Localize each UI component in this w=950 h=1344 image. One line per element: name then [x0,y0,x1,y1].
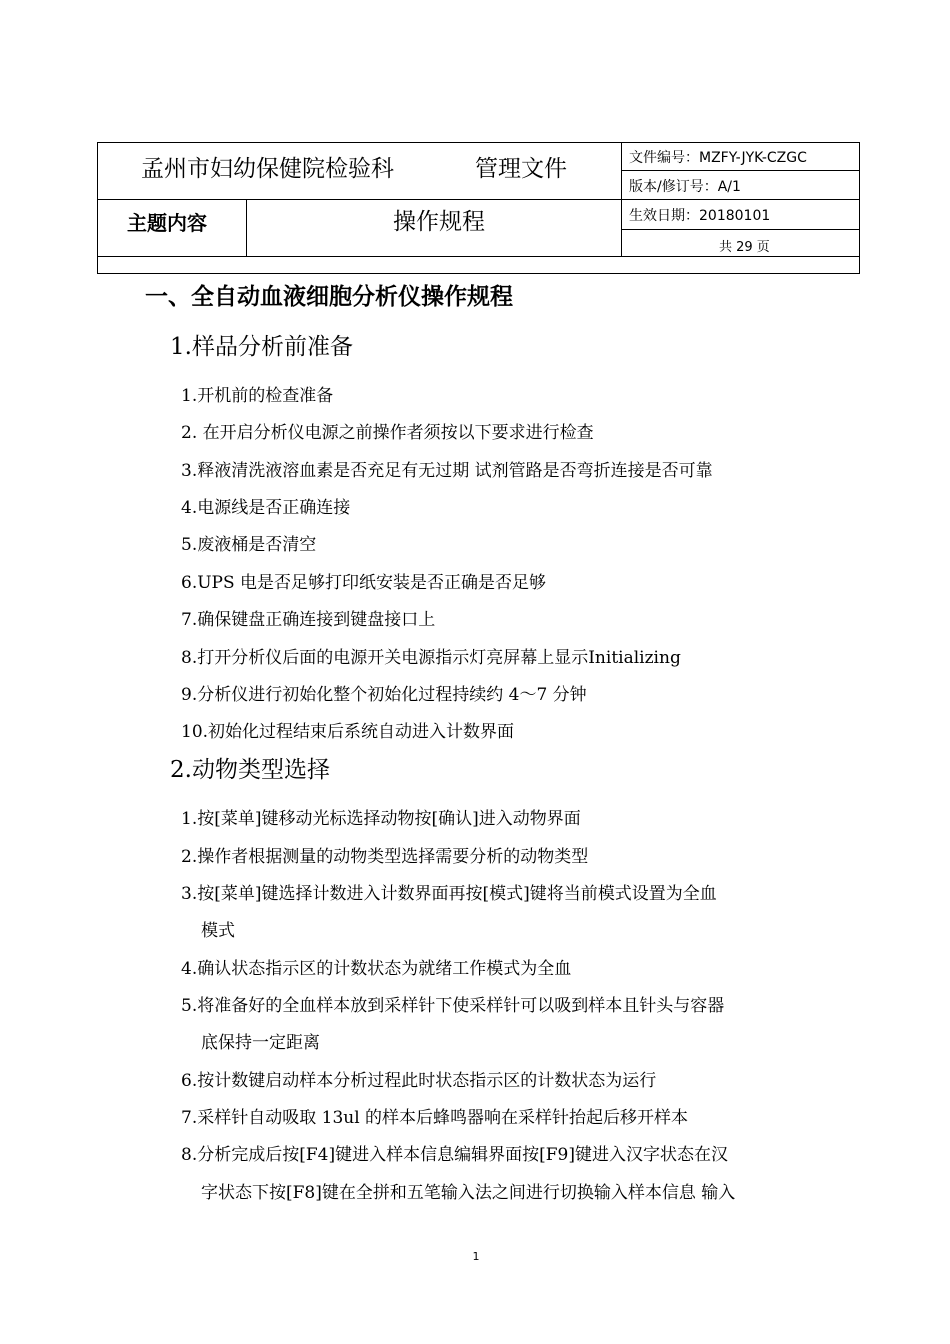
total-pages: 共 29 页 [719,240,770,255]
page-number: 1 [472,1250,480,1263]
doc-type: 管理文件 [475,156,567,182]
list-item: 5.将准备好的全血样本放到采样针下使采样针可以吸到样本且针头与容器 [181,996,725,1016]
list-item: 3.释液清洗液溶血素是否充足有无过期 试剂管路是否弯折连接是否可靠 [181,461,713,481]
list-item: 9.分析仪进行初始化整个初始化过程持续约 4～7 分钟 [181,685,587,705]
doc-version: 版本/修订号：A/1 [629,179,741,195]
section-heading: 2.动物类型选择 [170,757,330,783]
org-title: 孟州市妇幼保健院检验科 [141,156,394,182]
list-item: 4.电源线是否正确连接 [181,498,351,518]
header-table [97,142,861,274]
list-item-continuation: 模式 [201,921,235,941]
list-item: 2. 在开启分析仪电源之前操作者须按以下要求进行检查 [181,423,594,443]
list-item: 10.初始化过程结束后系统自动进入计数界面 [181,722,515,742]
subject-label: 主题内容 [127,211,207,235]
list-item: 1.开机前的检查准备 [181,386,334,406]
effective-date: 生效日期：20180101 [629,208,771,224]
list-item: 3.按[菜单]键选择计数进入计数界面再按[模式]键将当前模式设置为全血 [181,884,717,904]
list-item: 4.确认状态指示区的计数状态为就绪工作模式为全血 [181,959,572,979]
list-item: 7.确保键盘正确连接到键盘接口上 [181,610,436,630]
document-title: 一、全自动血液细胞分析仪操作规程 [145,284,513,310]
doc-number: 文件编号：MZFY-JYK-CZGC [629,150,807,166]
list-item: 2.操作者根据测量的动物类型选择需要分析的动物类型 [181,847,589,867]
list-item: 6.UPS 电是否足够打印纸安装是否正确是否足够 [181,573,547,593]
subject-value: 操作规程 [393,209,485,235]
list-item: 8.分析完成后按[F4]键进入样本信息编辑界面按[F9]键进入汉字状态在汉 [181,1145,728,1165]
section-heading: 1.样品分析前准备 [170,334,353,360]
list-item: 6.按计数键启动样本分析过程此时状态指示区的计数状态为运行 [181,1071,657,1091]
list-item-continuation: 底保持一定距离 [201,1033,320,1053]
list-item: 1.按[菜单]键移动光标选择动物按[确认]进入动物界面 [181,809,581,829]
list-item: 8.打开分析仪后面的电源开关电源指示灯亮屏幕上显示Initializing [181,648,681,668]
list-item: 5.废液桶是否清空 [181,535,317,555]
list-item-continuation: 字状态下按[F8]键在全拼和五笔输入法之间进行切换输入样本信息 输入 [201,1183,736,1203]
list-item: 7.采样针自动吸取 13ul 的样本后蜂鸣器响在采样针抬起后移开样本 [181,1108,689,1128]
